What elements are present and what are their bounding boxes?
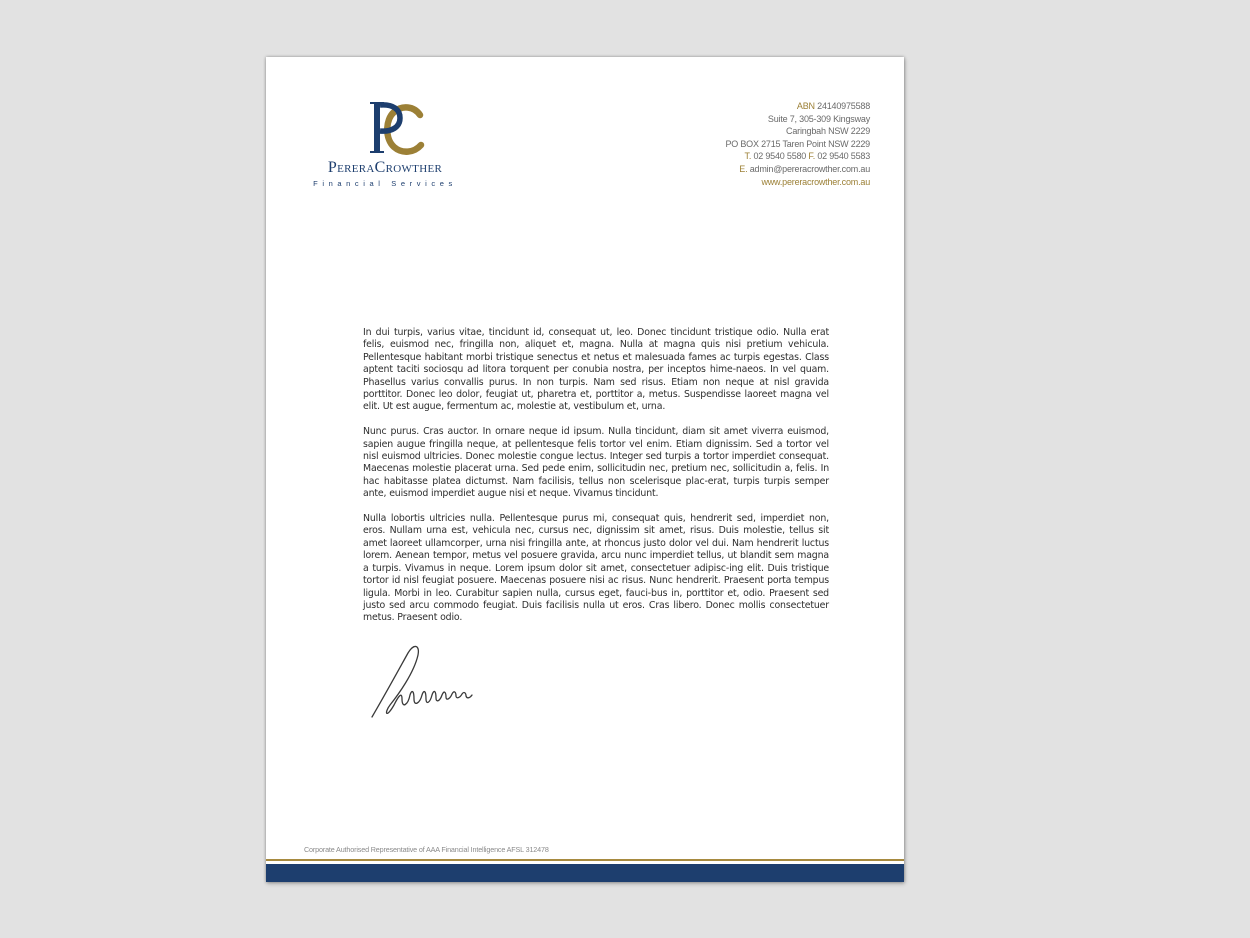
company-logo: [302, 101, 472, 187]
address-line-2: Caringbah NSW 2229: [786, 126, 870, 137]
fax-label: F.: [808, 151, 816, 162]
footer-navy-band: [266, 864, 904, 882]
company-tagline: Financial Services: [313, 179, 457, 188]
website-link[interactable]: www.pereracrowther.com.au: [761, 176, 870, 187]
contact-block: [725, 100, 870, 188]
letter-paragraph-1: In dui turpis, varius vitae, tincidunt id, consequat ut, leo. Donec tincidunt tristique odio. Nulla erat felis, euismod nec, fringilla non, aliquet et, magna. Nulla at magna quis nisi pretium vehicula. Pellentesque habitant morbi tristique senectus et netus et malesuada fames ac turpis egestas. Class aptent taciti sociosqu ad litora torquent per conubia nostra, per inceptos hime-naeos. In vel quam. Phasellus varius convallis purus. In non turpis. Nam sed risus. Etiam non neque at nisl gravida porttitor. Donec leo dolor, feugiat ut, pharetra et, porttitor a, metus. Suspendisse laoreet magna vel elit. Ut est augue, fermentum ac, molestie at, vestibulum et, urna.: [363, 327, 829, 413]
abn-label: ABN: [796, 101, 815, 111]
footer-gold-rule: [266, 859, 904, 861]
fax-value: 02 9540 5583: [817, 151, 870, 162]
phone-label: T.: [744, 151, 752, 162]
phone-value: 02 9540 5580: [753, 151, 807, 162]
abn-line: [725, 100, 870, 113]
footer-note: Corporate Authorised Representative of AAA Financial Intelligence AFSL 312478: [304, 845, 549, 854]
signature-icon: [368, 643, 474, 721]
pc-monogram-icon: [360, 101, 426, 161]
abn-value: 24140975588: [817, 101, 870, 111]
email-value[interactable]: admin@pereracrowther.com.au: [749, 163, 870, 174]
address-line-1: Suite 7, 305-309 Kingsway: [767, 113, 870, 124]
po-box-line: PO BOX 2715 Taren Point NSW 2229: [725, 138, 870, 149]
letter-paragraph-2: Nunc purus. Cras auctor. In ornare neque id ipsum. Nulla tincidunt, diam sit amet viverra euismod, sapien augue fringilla neque, at pellentesque felis tortor vel enim. Etiam dignissim. Sed a tortor vel nisl euismod ultricies. Donec molestie congue lectus. Integer sed turpis a tortor imperdiet consequat. Maecenas molestie placerat urna. Sed pede enim, sollicitudin nec, pretium nec, sollicitudin a, felis. In hac habitasse platea dictumst. Nam facilisis, tellus non scelerisque plac-erat, turpis turpis semper ante, euismod imperdiet augue nisi et neque. Vivamus tincidunt.: [363, 426, 829, 500]
email-line: [725, 163, 870, 176]
letter-paragraph-3: Nulla lobortis ultricies nulla. Pellentesque purus mi, consequat quis, hendrerit sed, imperdiet non, eros. Nullam urna est, vehicula nec, cursus nec, dignissim sit amet, risus. Duis molestie, tellus sit amet laoreet ullamcorper, urna nisi fringilla ante, at rhoncus justo dolor vel dui. Nam hendrerit luctus lorem. Aenean tempor, metus vel posuere gravida, arcu nunc imperdiet tellus, ut blandit sem magna a turpis. Vivamus in neque. Lorem ipsum dolor sit amet, consectetuer adipisc-ing elit. Duis tristique tortor id nisl feugiat posuere. Maecenas posuere nisi ac risus. Nunc hendrerit. Praesent porta tempus ligula. Morbi in leo. Curabitur sapien nulla, cursus eget, fauci-bus in, porttitor et, odio. Praesent sed justo sed arcu commodo feugiat. Duis facilisis nulla ut eros. Cras libero. Donec mollis consectetuer metus. Praesent odio.: [363, 513, 829, 624]
email-label: E.: [739, 163, 748, 174]
company-wordmark: PereraCrowther: [327, 159, 443, 176]
phone-fax-line: [725, 150, 870, 163]
letterhead-page: [266, 57, 904, 882]
letter-body: [363, 327, 829, 637]
